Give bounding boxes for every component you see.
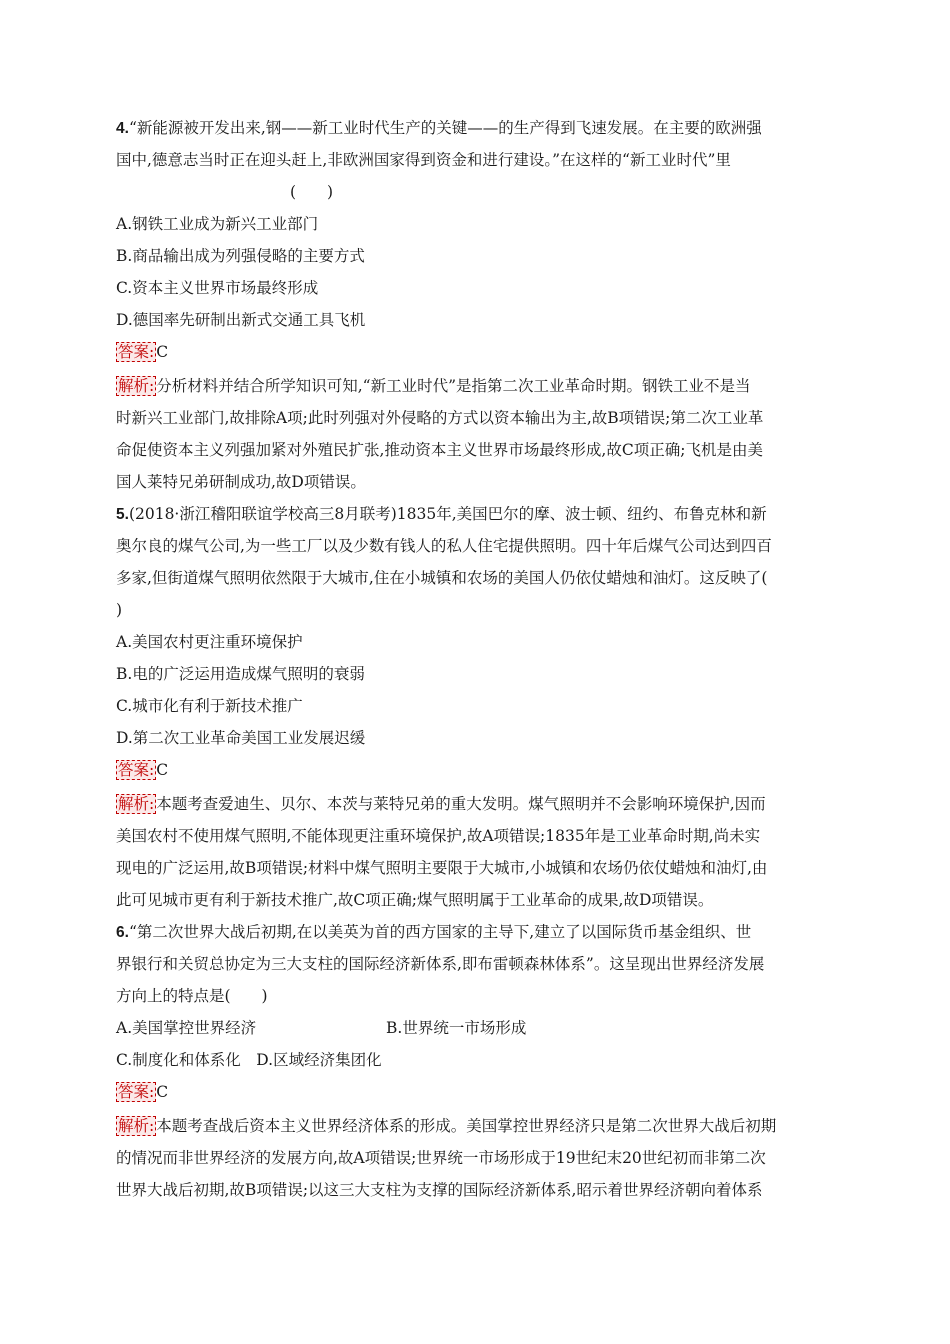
q4-analysis-line-1: 解析: 分析材料并结合所学知识可知,“新工业时代”是指第二次工业革命时期。钢铁工业不是当 bbox=[118, 377, 751, 395]
q4-option-c: C.资本主义世界市场最终形成 bbox=[116, 279, 319, 297]
q5-analysis-line-2: 美国农村不使用煤气照明,不能体现更注重环境保护,故A项错误;1835年是工业革命时期,尚未实 bbox=[116, 827, 761, 845]
analysis-tag: 解析: bbox=[118, 377, 155, 395]
q5-option-d: D.第二次工业革命美国工业发展迟缓 bbox=[116, 729, 366, 747]
answer-value: C bbox=[156, 343, 169, 361]
q6-stem-line-2: 界银行和关贸总协定为三大支柱的国际经济新体系,即布雷顿森林体系”。这呈现出世界经济发展 bbox=[116, 955, 765, 973]
q4-answer-blank: ( ) bbox=[290, 183, 334, 201]
q4-number: 4. bbox=[116, 120, 129, 137]
q6-stem-line-1: 6.“第二次世界大战后初期,在以美英为首的西方国家的主导下,建立了以国际货币基金组织、世 bbox=[116, 923, 752, 941]
q5-stem-line-3: 多家,但街道煤气照明依然限于大城市,住在小城镇和农场的美国人仍依仗蜡烛和油灯。这反映了( bbox=[116, 569, 768, 587]
q4-stem-line-1: 4.“新能源被开发出来,钢——新工业时代生产的关键——的生产得到飞速发展。在主要的欧洲强 bbox=[116, 119, 762, 137]
q4-stem-line-2: 国中,德意志当时正在迎头赶上,非欧洲国家得到资金和进行建设。”在这样的“新工业时代”里 bbox=[116, 151, 731, 169]
q6-analysis-line-1: 解析: 本题考查战后资本主义世界经济体系的形成。美国掌控世界经济只是第二次世界大战后初期 bbox=[118, 1117, 777, 1135]
q5-analysis-line-1: 解析: 本题考查爱迪生、贝尔、本茨与莱特兄弟的重大发明。煤气照明并不会影响环境保护,因而 bbox=[118, 795, 766, 813]
q5-analysis-line-4: 此可见城市更有利于新技术推广,故C项正确;煤气照明属于工业革命的成果,故D项错误。 bbox=[116, 891, 714, 909]
q6-option-b: B.世界统一市场形成 bbox=[386, 1019, 527, 1037]
q4-answer bbox=[116, 342, 836, 362]
q6-answer bbox=[116, 1082, 836, 1102]
answer-value: C bbox=[156, 1083, 169, 1101]
q5-stem-line-4: ) bbox=[116, 601, 123, 619]
q4-option-a: A.钢铁工业成为新兴工业部门 bbox=[116, 215, 319, 233]
q6-options-row-2 bbox=[116, 1050, 836, 1070]
q6-option-d: D.区域经济集团化 bbox=[256, 1051, 382, 1069]
q6-analysis-line-2: 的情况而非世界经济的发展方向,故A项错误;世界统一市场形成于19世纪末20世纪初而非第二次 bbox=[116, 1149, 766, 1167]
q4-option-b: B.商品输出成为列强侵略的主要方式 bbox=[116, 247, 365, 265]
q5-stem-line-2: 奥尔良的煤气公司,为一些工厂以及少数有钱人的私人住宅提供照明。四十年后煤气公司达到四百 bbox=[116, 537, 772, 555]
q4-analysis-line-2: 时新兴工业部门,故排除A项;此时列强对外侵略的方式以资本输出为主,故B项错误;第二次工业革 bbox=[116, 409, 764, 427]
analysis-tag: 解析: bbox=[118, 1117, 155, 1135]
q4-analysis-line-3: 命促使资本主义列强加紧对外殖民扩张,推动资本主义世界市场最终形成,故C项正确;飞机是由美 bbox=[116, 441, 763, 459]
q6-option-c: C.制度化和体系化 bbox=[116, 1051, 241, 1069]
q6-analysis-line-3: 世界大战后初期,故B项错误;以这三大支柱为支撑的国际经济新体系,昭示着世界经济朝向着体系 bbox=[116, 1181, 763, 1199]
answer-value: C bbox=[156, 761, 169, 779]
q5-analysis-line-3: 现电的广泛运用,故B项错误;材料中煤气照明主要限于大城市,小城镇和农场仍依仗蜡烛和油灯,由 bbox=[116, 859, 768, 877]
q5-number: 5. bbox=[116, 506, 129, 523]
q6-option-a: A.美国掌控世界经济 bbox=[116, 1019, 257, 1037]
q5-answer bbox=[116, 760, 836, 780]
q5-option-b: B.电的广泛运用造成煤气照明的衰弱 bbox=[116, 665, 365, 683]
q5-stem-line-1: 5.(2018·浙江稽阳联谊学校高三8月联考)1835年,美国巴尔的摩、波士顿、纽约、布鲁克林和新 bbox=[116, 505, 767, 523]
answer-tag: 答案: bbox=[118, 343, 155, 361]
q5-option-a: A.美国农村更注重环境保护 bbox=[116, 633, 303, 651]
answer-tag: 答案: bbox=[118, 1083, 155, 1101]
q6-options-row-1 bbox=[116, 1018, 836, 1038]
q4-option-d: D.德国率先研制出新式交通工具飞机 bbox=[116, 311, 366, 329]
analysis-tag: 解析: bbox=[118, 795, 155, 813]
q6-stem-line-3: 方向上的特点是( ) bbox=[116, 987, 268, 1005]
q6-number: 6. bbox=[116, 924, 129, 941]
q4-analysis-line-4: 国人莱特兄弟研制成功,故D项错误。 bbox=[116, 473, 366, 491]
answer-tag: 答案: bbox=[118, 761, 155, 779]
q5-option-c: C.城市化有利于新技术推广 bbox=[116, 697, 303, 715]
